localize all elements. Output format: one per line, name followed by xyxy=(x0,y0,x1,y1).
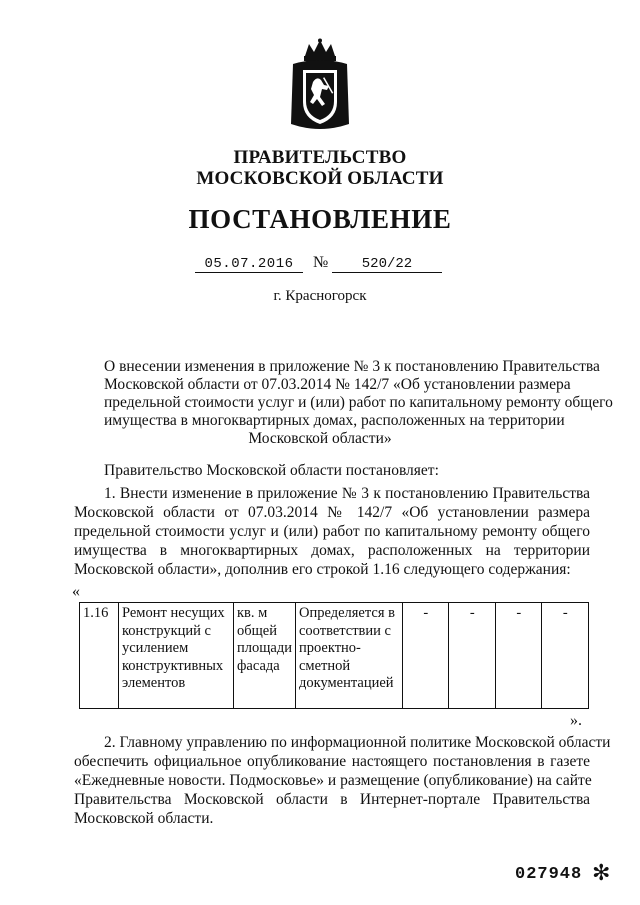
decree-date: 05.07.2016 xyxy=(195,256,303,273)
city: г. Красногорск xyxy=(273,288,367,304)
item-1-line: предельной стоимости услуг и (или) работ по капитальному ремонту общего xyxy=(74,523,590,540)
item-2-line: Правительства Московской области в Интернет-портале Правительства xyxy=(74,791,590,808)
item-1-line: Московской области», дополнив его строкой 1.16 следующего содержания: xyxy=(74,561,571,578)
decree-subject xyxy=(104,358,613,448)
item-1-line: имущества в многоквартирных домах, расположенных на территории xyxy=(74,542,590,559)
item-1-line: Московской области от 07.03.2014 № 142/7 «Об установлении размера xyxy=(74,504,590,521)
item-2 xyxy=(74,733,611,828)
decree-number: 520/22 xyxy=(332,256,442,273)
value-cell: - xyxy=(542,603,589,709)
number-sign: № xyxy=(313,254,329,271)
coat-of-arms-icon xyxy=(287,38,353,134)
item-2-line: «Ежедневные новости. Подмосковье» и размещение (опубликование) на сайте xyxy=(74,772,592,789)
subject-line: Московской области» xyxy=(248,430,392,447)
amendment-table xyxy=(79,602,589,709)
item-2-line: Московской области. xyxy=(74,810,214,827)
subject-line: Московской области от 07.03.2014 № 142/7 «Об установлении размера xyxy=(104,376,571,393)
subject-line: О внесении изменения в приложение № 3 к постановлению Правительства xyxy=(104,358,600,375)
cost-basis: Определяется в соответствии с проектно-сметной документацией xyxy=(295,603,402,709)
document-type: ПОСТАНОВЛЕНИЕ xyxy=(188,204,452,234)
subject-line: предельной стоимости услуг и (или) работ по капитальному ремонту общего xyxy=(104,394,613,411)
work-type: Ремонт несущих конструкций с усилением конструктивных элементов xyxy=(119,603,234,709)
table-row xyxy=(80,603,589,709)
value-cell: - xyxy=(495,603,542,709)
item-1 xyxy=(74,484,590,579)
item-2-line: обеспечить официальное опубликование настоящего постановления в газете xyxy=(74,753,590,770)
quote-open: « xyxy=(72,583,80,600)
government-name-line2: МОСКОВСКОЙ ОБЛАСТИ xyxy=(196,168,444,189)
asterisk-mark: ✻ xyxy=(592,860,611,885)
serial-number: 027948 xyxy=(515,865,583,884)
value-cell: - xyxy=(402,603,449,709)
item-1-line: 1. Внести изменение в приложение № 3 к постановлению Правительства xyxy=(104,485,590,502)
value-cell: - xyxy=(449,603,496,709)
quote-close: ». xyxy=(570,712,582,729)
government-name-line1: ПРАВИТЕЛЬСТВО xyxy=(233,147,407,168)
subject-line: имущества в многоквартирных домах, расположенных на территории xyxy=(104,412,565,429)
preamble: Правительство Московской области постановляет: xyxy=(104,462,439,479)
item-2-line: 2. Главному управлению по информационной политике Московской области xyxy=(104,734,611,751)
row-number: 1.16 xyxy=(80,603,119,709)
unit-of-measure: кв. м общей площади фасада xyxy=(234,603,296,709)
